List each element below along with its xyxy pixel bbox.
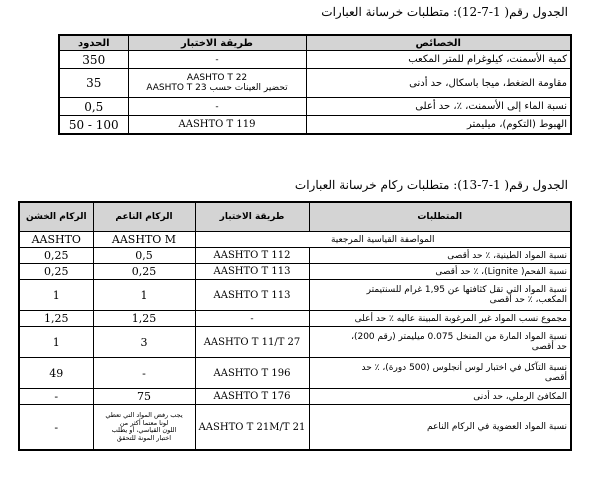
fine-cell: 1,25 [93, 311, 195, 327]
table-row [59, 69, 571, 98]
header-fine-aggregate: الركام الناعم [93, 202, 195, 232]
header-limits: الحدود [59, 35, 128, 51]
note-line: اختبار المونة للتحقق [116, 433, 172, 442]
method-line: تحضير العينات حسب AASHTO T 23 [146, 83, 288, 93]
fine-cell [93, 405, 195, 451]
method-line: AASHTO T 22 [186, 73, 248, 83]
coarse-cell: - [19, 405, 93, 451]
coarse-cell: AASHTO [19, 232, 93, 248]
requirement-cell: نسبة المواد الطينية، ٪ حد أقصى [309, 248, 571, 264]
fine-cell: AASHTO M [93, 232, 195, 248]
fine-cell: 0,25 [93, 264, 195, 280]
property-cell: نسبة الماء إلى الأسمنت، ٪، حد أعلى [306, 98, 571, 116]
coarse-cell: 0,25 [19, 264, 93, 280]
method-cell: AASHTO T 11/T 27 [195, 327, 309, 358]
limit-cell: 35 [59, 69, 128, 98]
requirement-cell: مجموع نسب المواد غير المرغوبة المبينة عاليه ٪ حد أعلى [309, 311, 571, 327]
table-row [19, 327, 571, 358]
table-row [59, 116, 571, 135]
requirement-line: نسبة المواد المارة من المنخل 0.075 ميليمتر (رقم 200)، [351, 332, 567, 342]
fine-cell: 3 [93, 327, 195, 358]
note-line: لونا معتما أكثر من [119, 418, 169, 427]
requirement-line: نسبة التآكل في اختبار لوس أنجلوس (500 دورة)، ٪ حد [361, 363, 567, 373]
method-cell: AASHTO T 21M/T 21 [195, 405, 309, 451]
limit-cell: 350 [59, 51, 128, 69]
requirement-cell: المكافئ الرملي، حد أدنى [309, 389, 571, 405]
method-cell [128, 69, 306, 98]
header-test-method: طريقة الاختبار [128, 35, 306, 51]
header-properties: الخصائص [306, 35, 571, 51]
property-cell: كمية الأسمنت، كيلوغرام للمتر المكعب [306, 51, 571, 69]
method-cell: - [128, 51, 306, 69]
requirement-cell [309, 327, 571, 358]
coarse-cell: 49 [19, 358, 93, 389]
table-row [59, 51, 571, 69]
method-cell: AASHTO T 113 [195, 280, 309, 311]
table-header-row [59, 35, 571, 51]
table-row [59, 98, 571, 116]
concrete-requirements-table [58, 34, 572, 135]
method-cell: AASHTO T 176 [195, 389, 309, 405]
property-cell: مقاومة الضغط، ميجا باسكال، حد أدنى [306, 69, 571, 98]
table-row [19, 405, 571, 451]
header-requirements: المتطلبات [309, 202, 571, 232]
table-header-row [19, 202, 571, 232]
aggregate-requirements-table [18, 201, 572, 451]
header-test-method: طريقة الاختبار [195, 202, 309, 232]
requirement-line: حد أقصى [531, 342, 567, 352]
table-row [19, 232, 571, 248]
coarse-cell: - [19, 389, 93, 405]
table-row [19, 248, 571, 264]
note-line: اللون القياسي، أو يطلب [111, 426, 177, 434]
fine-cell: 75 [93, 389, 195, 405]
table-row [19, 358, 571, 389]
requirement-cell [309, 280, 571, 311]
fine-cell: 1 [93, 280, 195, 311]
table1-caption: الجدول رقم( 1-7-12): متطلبات خرسانة العبارات [321, 5, 568, 19]
coarse-cell: 0,25 [19, 248, 93, 264]
method-cell: AASHTO T 119 [128, 116, 306, 135]
table-row [19, 311, 571, 327]
table2-caption: الجدول رقم( 1-7-13): متطلبات ركام خرسانة العبارات [294, 178, 568, 192]
method-cell: AASHTO T 196 [195, 358, 309, 389]
coarse-cell: 1 [19, 327, 93, 358]
method-cell: AASHTO T 113 [195, 264, 309, 280]
property-cell: الهبوط (التكوم)، ميليمتر [306, 116, 571, 135]
table-row [19, 280, 571, 311]
method-cell: - [195, 311, 309, 327]
limit-cell: 100 - 50 [59, 116, 128, 135]
limit-cell: 0,5 [59, 98, 128, 116]
requirement-line: أقصى [544, 373, 567, 383]
header-coarse-aggregate: الركام الخشن [19, 202, 93, 232]
requirement-cell: نسبة الفحم( Lignite)، ٪ حد أقصى [309, 264, 571, 280]
table-row [19, 389, 571, 405]
fine-cell: 0,5 [93, 248, 195, 264]
requirement-cell: المواصفة القياسية المرجعية [195, 232, 571, 248]
fine-cell: - [93, 358, 195, 389]
requirement-cell [309, 358, 571, 389]
table-row [19, 264, 571, 280]
note-line: يجب رفض المواد التي تعطي [105, 411, 183, 419]
method-cell: - [128, 98, 306, 116]
requirement-line: نسبة المواد التي تقل كثافتها عن 1,95 غرام للسنتيمتر [366, 285, 567, 295]
requirement-line: المكعب، ٪ حد أقصى [489, 295, 567, 305]
requirement-cell: نسبة المواد العضوية في الركام الناعم [309, 405, 571, 451]
method-cell: AASHTO T 112 [195, 248, 309, 264]
coarse-cell: 1,25 [19, 311, 93, 327]
coarse-cell: 1 [19, 280, 93, 311]
